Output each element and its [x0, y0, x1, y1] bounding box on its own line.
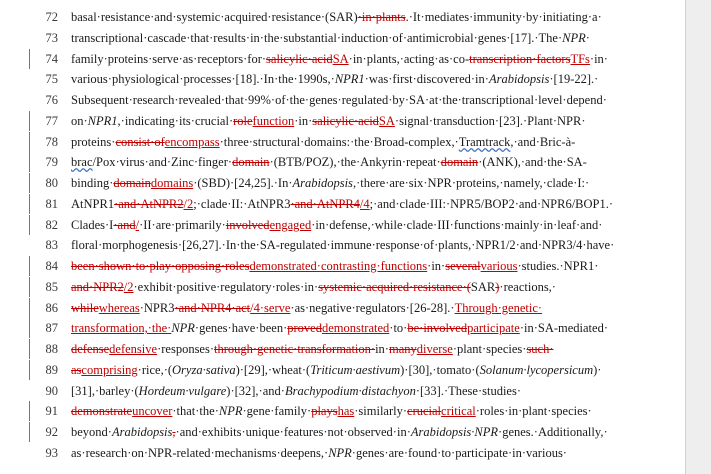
tracked-deletion: involved	[225, 218, 270, 232]
line-text[interactable]	[71, 237, 615, 253]
line-number: 88	[45, 342, 58, 356]
italic-text: NPR1	[87, 114, 118, 128]
line-text[interactable]	[71, 320, 608, 336]
text-run: ·similarly·	[354, 404, 408, 418]
line-text[interactable]	[71, 92, 607, 108]
tracked-insertion: engaged	[269, 218, 312, 232]
tracked-insertion: domains	[150, 176, 194, 190]
text-run: beyond·	[71, 425, 112, 439]
italic-text: Brachypodium·distachyon	[284, 384, 416, 398]
line-text[interactable]	[71, 341, 552, 357]
text-run: family·proteins·serve·as·receptors·for·	[71, 52, 267, 66]
text-run: ·three·structural·domains:·the·Broad-complex,·	[219, 135, 459, 149]
italic-text: Arabidopsis	[292, 176, 353, 190]
line-text[interactable]	[71, 383, 552, 399]
text-run: )·[32],·and·	[226, 384, 285, 398]
tracked-deletion: defense	[71, 342, 110, 356]
text-run: proteins·	[71, 135, 116, 149]
margin-area	[686, 0, 711, 474]
tracked-deletion: ·and·NPR4	[174, 301, 232, 315]
text-run: ·signal·transduction·[23].·Plant·NPR·	[394, 114, 586, 128]
tracked-insertion: diverse	[416, 342, 453, 356]
line-number: 73	[45, 31, 58, 45]
line-number: 83	[45, 238, 58, 252]
tracked-deletion: many	[388, 342, 417, 356]
text-run: ·studies.·NPR1·	[517, 259, 599, 273]
line-number: 76	[45, 93, 58, 107]
tracked-deletion: ,	[172, 425, 176, 439]
change-bar	[29, 277, 30, 297]
text-run: ·in·SA-mediated·	[519, 321, 608, 335]
tracked-deletion: salicylic·acid	[312, 114, 379, 128]
tracked-deletion: as	[71, 363, 82, 377]
text-run: ·(ANK),·and·the·SA-	[478, 155, 587, 169]
text-run: ·[33].·These·studies·	[415, 384, 521, 398]
tracked-insertion: demonstrated·contrasting·functions	[249, 259, 428, 273]
tracked-insertion: TFs	[570, 52, 590, 66]
tracked-insertion: has	[337, 404, 355, 418]
text-run: .·It·mediates·immunity·by·initiating·a·	[405, 10, 602, 24]
text-run: on·	[71, 114, 88, 128]
tracked-insertion: /2	[123, 280, 134, 294]
text-run: Subsequent·research·revealed·that·99%·of·the·genes·regulated·by·SA·at·the·transcriptional·level·depend·	[71, 93, 607, 107]
text-run: ·and·exhibits·unique·features·not·observed·in·	[175, 425, 411, 439]
change-bar	[29, 132, 30, 152]
line-text[interactable]	[71, 424, 608, 440]
italic-text: Hordeum·vulgare	[138, 384, 227, 398]
line-number: 74	[45, 52, 58, 66]
text-run: ,·and·Bric-à-	[510, 135, 576, 149]
text-run: ·as·negative·regulators·[26-28].·	[290, 301, 455, 315]
text-run: ·in·plants,·acting·as·co-	[348, 52, 470, 66]
line-text[interactable]	[71, 279, 556, 295]
text-run: ·responses·	[157, 342, 215, 356]
line-number: 91	[45, 404, 58, 418]
text-run: as·research·on·NPR-related·mechanisms·deepens,·	[71, 446, 329, 460]
line-text[interactable]	[71, 154, 587, 170]
text-run: transcriptional·cascade·that·results·in·the·substantial·induction·of·antimicrobial·genes·[17].·The·	[71, 31, 563, 45]
text-run: floral·morphogenesis·[26,27].·In·the·SA-regulated·immune·response·of·plants,·NPR1/2·and·NPR3/4·have·	[71, 238, 615, 252]
text-run: )·[29],·wheat·(	[235, 363, 311, 377]
text-run: )·	[593, 363, 602, 377]
line-number: 85	[45, 280, 58, 294]
tracked-deletion: and·NPR2	[71, 280, 124, 294]
line-number: 87	[45, 321, 58, 335]
tracked-insertion: various	[480, 259, 518, 273]
tracked-insertion: transformation,·the·	[71, 321, 172, 335]
change-bar	[29, 360, 30, 380]
line-text[interactable]	[71, 217, 603, 233]
document-line[interactable]	[0, 441, 686, 465]
text-run: ·was·first·discovered·in·	[364, 72, 489, 86]
italic-text: NPR	[328, 446, 352, 460]
tracked-deletion: crucial	[407, 404, 442, 418]
text-run: ·plant·species·	[452, 342, 527, 356]
tracked-deletion: domain	[232, 155, 270, 169]
tracked-deletion: )	[495, 280, 500, 294]
change-bar	[29, 152, 30, 172]
change-bar	[29, 49, 30, 69]
tracked-deletion: several	[445, 259, 481, 273]
text-run: ;·and·clade·III:·NPR5/BOP2·and·NPR6/BOP1.·	[369, 197, 614, 211]
text-run: ·exhibit·positive·regulatory·roles·in·	[133, 280, 319, 294]
tracked-insertion: critical	[441, 404, 476, 418]
line-text[interactable]	[71, 30, 590, 46]
text-run: ·II·are·primarily·	[139, 218, 226, 232]
tracked-deletion: through·genetic·transformation·	[214, 342, 376, 356]
line-text[interactable]	[71, 445, 567, 461]
line-text[interactable]	[71, 196, 614, 212]
text-run: ·NPR3	[139, 301, 175, 315]
tracked-deletion: salicylic·acid	[266, 52, 333, 66]
line-number: 92	[45, 425, 58, 439]
line-number: 78	[45, 135, 58, 149]
tracked-deletion: domain	[113, 176, 151, 190]
tracked-deletion: such·	[526, 342, 554, 356]
text-run: ·rice,·(	[137, 363, 173, 377]
tracked-insertion: SA	[378, 114, 395, 128]
text-run: ·genes.·Additionally,·	[498, 425, 608, 439]
change-bar	[29, 298, 30, 318]
change-bar	[29, 215, 30, 235]
tracked-deletion: ·in·plants	[357, 10, 406, 24]
change-bar	[29, 173, 30, 193]
text-run: /Pox·virus·and·Zinc·finger·	[92, 155, 233, 169]
line-number: 77	[45, 114, 58, 128]
tracked-deletion: ·and	[113, 218, 136, 232]
tracked-deletion: be·involved	[407, 321, 468, 335]
tracked-insertion: Through·genetic·	[454, 301, 543, 315]
line-number: 72	[45, 10, 58, 24]
change-bar	[29, 256, 30, 276]
italic-text: Arabidopsis	[111, 425, 173, 439]
line-text[interactable]	[71, 258, 599, 274]
text-run: Clades·I	[71, 218, 114, 232]
text-run: ·gene·family·	[242, 404, 312, 418]
line-number: 93	[45, 446, 58, 460]
tracked-deletion: plays	[311, 404, 338, 418]
italic-text: Arabidopsis	[488, 72, 550, 86]
italic-text: Solanum·lycopersicum	[479, 363, 594, 377]
line-text[interactable]	[71, 134, 576, 150]
line-text[interactable]	[71, 71, 599, 87]
text-run: ·(SBD)·[24,25].·In·	[193, 176, 293, 190]
change-bar	[29, 318, 30, 338]
italic-text: Oryza·sativa	[172, 363, 236, 377]
text-run: basal·resistance·and·systemic·acquired·resistance·(SAR)	[71, 10, 358, 24]
tracked-deletion: proved	[287, 321, 322, 335]
tracked-deletion: demonstrate	[71, 404, 133, 418]
tracked-deletion: transcription·factors	[469, 52, 571, 66]
tracked-deletion: ·act	[231, 301, 251, 315]
tracked-insertion: uncover	[132, 404, 173, 418]
italic-text: NPR	[218, 404, 243, 418]
line-number: 79	[45, 155, 58, 169]
line-number: 80	[45, 176, 58, 190]
line-text[interactable]	[71, 362, 602, 378]
text-run: binding·	[71, 176, 114, 190]
italic-text: NPR1	[334, 72, 365, 86]
line-number: 89	[45, 363, 58, 377]
tracked-insertion: defensive	[109, 342, 158, 356]
tracked-insertion: SA	[332, 52, 349, 66]
text-run: ,·indicating·its·crucial·	[117, 114, 234, 128]
text-run: ·genes·are·found·to·participate·in·various·	[351, 446, 567, 460]
text-run: ·in·defense,·while·clade·III·functions·mainly·in·leaf·and·	[311, 218, 603, 232]
tracked-deletion: while	[71, 301, 99, 315]
text-run: ·[19-22].·	[549, 72, 599, 86]
change-bar	[29, 339, 30, 359]
tracked-deletion: consist·of	[115, 135, 165, 149]
line-text[interactable]	[71, 51, 608, 67]
tracked-insertion: encompass	[164, 135, 220, 149]
line-text[interactable]	[71, 9, 602, 25]
line-text[interactable]	[71, 300, 552, 316]
tracked-insertion: function	[252, 114, 295, 128]
text-run: ,·there·are·six·NPR·proteins,·namely,·clade·I:·	[352, 176, 590, 190]
change-bar	[29, 111, 30, 131]
text-run: ·in·	[427, 259, 446, 273]
line-number: 81	[45, 197, 58, 211]
tracked-insertion: demonstrated	[321, 321, 390, 335]
text-run: [31],·barley·(	[71, 384, 139, 398]
line-text[interactable]	[71, 175, 590, 191]
italic-text: Triticum·aestivum	[310, 363, 401, 377]
line-number: 90	[45, 384, 58, 398]
change-bar	[29, 422, 30, 442]
text-run: ;·clade·II:·AtNPR3	[193, 197, 291, 211]
text-run: ·	[585, 31, 590, 45]
tracked-insertion: /4	[359, 197, 370, 211]
text-run: ·in·	[589, 52, 608, 66]
line-text[interactable]	[71, 113, 586, 129]
line-text[interactable]	[71, 403, 592, 419]
tracked-deletion: role	[233, 114, 253, 128]
line-number: 84	[45, 259, 58, 273]
tracked-deletion: been·shown·to·play·opposing·roles	[71, 259, 250, 273]
spelling-flagged-word: brac	[71, 155, 93, 169]
change-bar	[29, 194, 30, 214]
text-run: SAR	[470, 280, 496, 294]
text-run: )·[30],·tomato·(	[400, 363, 480, 377]
text-run: ·(BTB/POZ),·the·Ankyrin·repeat·	[269, 155, 441, 169]
text-run: ·in·	[294, 114, 313, 128]
change-bar	[29, 401, 30, 421]
tracked-insertion: participate	[467, 321, 520, 335]
italic-text: Arabidopsis·NPR	[410, 425, 499, 439]
text-run: various·physiological·processes·[18].·In·the·1990s,·	[71, 72, 335, 86]
tracked-insertion: comprising	[81, 363, 138, 377]
tracked-deletion: domain	[440, 155, 479, 169]
line-number: 82	[45, 218, 58, 232]
italic-text: NPR	[562, 31, 586, 45]
tracked-deletion: ·and·AtNPR4	[290, 197, 360, 211]
text-run: ·reactions,·	[499, 280, 556, 294]
text-run: AtNPR1	[71, 197, 115, 211]
italic-text: NPR	[171, 321, 195, 335]
tracked-insertion: /4·serve	[250, 301, 291, 315]
text-run: ·to·	[389, 321, 408, 335]
line-number: 75	[45, 72, 58, 86]
tracked-insertion: /2	[183, 197, 194, 211]
text-run: ·genes·have·been·	[194, 321, 288, 335]
text-run: ·that·the·	[172, 404, 219, 418]
spelling-flagged-word: Tramtrack	[458, 135, 511, 149]
tracked-deletion: systemic·acquired·resistance·(	[318, 280, 471, 294]
text-run: ·roles·in·plant·species·	[475, 404, 592, 418]
line-number: 86	[45, 301, 58, 315]
tracked-insertion: whereas	[98, 301, 140, 315]
tracked-deletion: ·and·AtNPR2	[114, 197, 184, 211]
tracked-insertion: /	[135, 218, 140, 232]
text-run: in·	[375, 342, 389, 356]
